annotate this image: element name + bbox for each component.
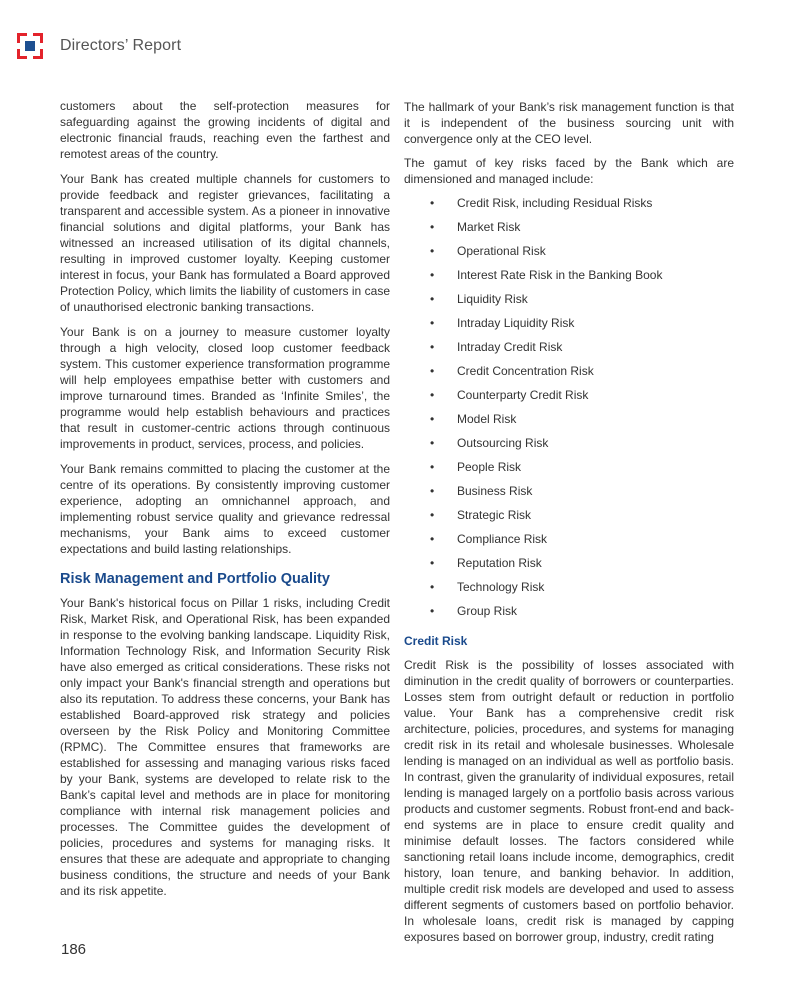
list-item-label: Market Risk [457,220,521,234]
list-item [404,435,734,459]
list-item-label: Credit Concentration Risk [457,364,594,378]
paragraph: Your Bank has created multiple channels for customers to provide feedback and register grievances, facilitating a transparent and accessible system. As a pioneer in innovative financial solutions and digital platforms, your Bank has witnessed an increased utilisation of its digital channels, resulting in improved customer loyalty. Keeping customer interest in focus, your Bank has formulated a Board approved Protection Policy, which limits the liability of customers in case of unauthorised electronic banking transactions. [60,172,390,314]
bullet-icon: • [430,484,435,498]
bullet-icon: • [430,340,435,354]
list-item-label: Interest Rate Risk in the Banking Book [457,268,663,282]
bullet-icon: • [430,580,435,594]
subsection-heading: Credit Risk [404,634,468,648]
risk-list [404,195,734,627]
right-column [404,99,734,953]
bullet-icon: • [430,556,435,570]
list-item-label: Model Risk [457,412,517,426]
list-item [404,579,734,603]
page-number: 186 [61,941,87,958]
list-item-label: Liquidity Risk [457,292,528,306]
list-item-label: Strategic Risk [457,508,532,522]
list-item [404,339,734,363]
list-item-label: Group Risk [457,604,518,618]
list-item [404,411,734,435]
list-item-label: Reputation Risk [457,556,542,570]
bullet-icon: • [430,196,435,210]
paragraph: Your Bank's historical focus on Pillar 1 risks, including Credit Risk, Market Risk, and Operational Risk, has been expanded in response to the evolving banking landscape. Liquidity Risk, Information Technology Risk, and Information Security Risk have also emerged as critical considerations. These risks not only impact your Bank's financial strength and operations but also its reputation. To address these concerns, your Bank has established Board-approved risk strategy and policies overseen by the Risk Policy and Monitoring Committee (RPMC). The Committee ensures that frameworks are established for assessing and managing various risks faced by your Bank, systems are developed to relate risk to the Bank’s capital level and methods are in place for monitoring compliance with internal risk management policies and processes. The Committee guides the development of policies, procedures and systems for managing risks. It ensures that these are adequate and appropriate to changing business conditions, the structure and needs of your Bank and its risk appetite. [60,596,390,898]
list-item [404,291,734,315]
list-item-label: Intraday Liquidity Risk [457,316,575,330]
bullet-icon: • [430,292,435,306]
list-item [404,555,734,579]
list-item [404,219,734,243]
list-item [404,507,734,531]
left-column [60,98,390,908]
paragraph: customers about the self-protection measures for safeguarding against the growing incidents of digital and electronic financial frauds, reaching even the farthest and remotest areas of the country. [60,99,390,161]
bullet-icon: • [430,460,435,474]
list-item-label: Compliance Risk [457,532,548,546]
bullet-icon: • [430,220,435,234]
list-item [404,267,734,291]
list-item [404,387,734,411]
list-item [404,603,734,627]
list-item [404,531,734,555]
bank-logo-icon [17,33,43,59]
bullet-icon: • [430,316,435,330]
bullet-icon: • [430,412,435,426]
list-item [404,483,734,507]
paragraph: Your Bank remains committed to placing the customer at the centre of its operations. By consistently improving customer experience, adopting an omnichannel approach, and implementing robust service quality and grievance redressal mechanisms, your Bank aims to exceed customer expectations and build lasting relationships. [60,462,390,556]
list-item-label: Technology Risk [457,580,545,594]
list-item-label: Credit Risk, including Residual Risks [457,196,653,210]
list-item-label: Counterparty Credit Risk [457,388,589,402]
list-item-label: Business Risk [457,484,533,498]
list-item [404,315,734,339]
paragraph: Credit Risk is the possibility of losses associated with diminution in the credit quality of borrowers or counterparties. Losses stem from outright default or reduction in portfolio value. Your Bank has a comprehensive credit risk architecture, policies, procedures, and systems for managing credit risk in its retail and wholesale businesses. Wholesale lending is managed on an individual as well as portfolio basis. In contrast, given the granularity of individual exposures, retail lending is managed largely on a portfolio basis across various products and customer segments. Robust front-end and back-end systems are in place to ensure credit quality and minimise default losses. The factors considered while sanctioning retail loans include income, demographics, credit history, loan tenure, and banking behavior. In addition, multiple credit risk models are developed and used to assess different segments of customers based on portfolio behavior. In wholesale loans, credit risk is managed by capping exposures based on borrower group, industry, credit rating [404,658,734,944]
bullet-icon: • [430,436,435,450]
list-item [404,195,734,219]
bullet-icon: • [430,508,435,522]
report-title: Directors’ Report [60,37,182,54]
bullet-icon: • [430,388,435,402]
list-item [404,243,734,267]
section-heading: Risk Management and Portfolio Quality [60,571,330,587]
list-item-label: Intraday Credit Risk [457,340,563,354]
paragraph: The hallmark of your Bank’s risk management function is that it is independent of the business sourcing unit with convergence only at the CEO level. [404,100,734,146]
list-item [404,363,734,387]
paragraph: The gamut of key risks faced by the Bank which are dimensioned and managed include: [404,156,734,186]
page-header [17,31,181,61]
bullet-icon: • [430,604,435,618]
paragraph: Your Bank is on a journey to measure customer loyalty through a high velocity, closed loop customer feedback system. This customer experience transformation programme will help employees empathise better with customers and improve turnaround times. Branded as ‘Infinite Smiles’, the programme would help establish behaviours and practices that result in customer-centric actions through continuous improvements in product, services, process, and policies. [60,325,390,451]
bullet-icon: • [430,244,435,258]
bullet-icon: • [430,532,435,546]
list-item [404,459,734,483]
bullet-icon: • [430,364,435,378]
list-item-label: Outsourcing Risk [457,436,549,450]
bullet-icon: • [430,268,435,282]
list-item-label: People Risk [457,460,522,474]
list-item-label: Operational Risk [457,244,546,258]
